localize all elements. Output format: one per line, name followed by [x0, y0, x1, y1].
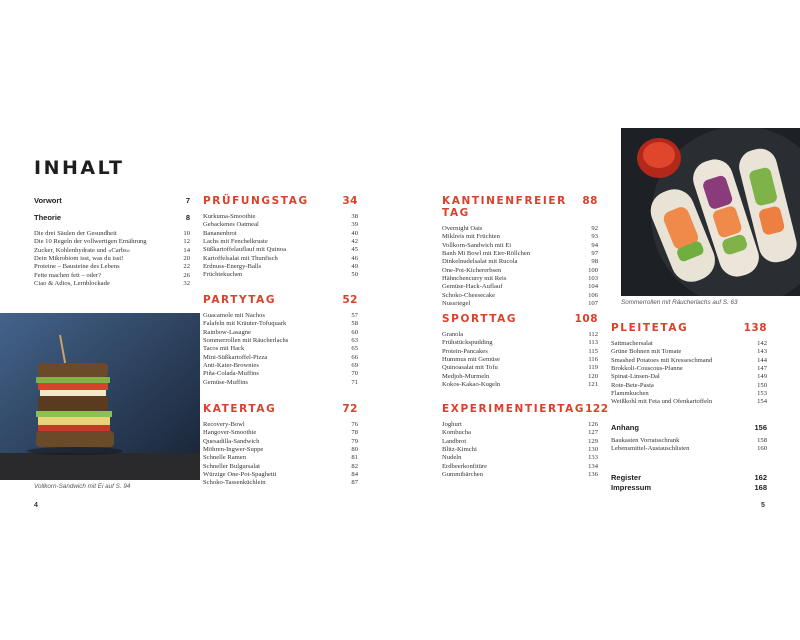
toc-entry[interactable]: [34, 280, 190, 288]
entry-page: 63: [351, 337, 358, 345]
toc-entry[interactable]: [611, 390, 767, 398]
section-page: 34: [342, 195, 358, 207]
entry-label: Weißkohl mit Feta und Ofenkartoffeln: [611, 398, 713, 406]
entry-page: 130: [588, 446, 598, 454]
summer-rolls-photo: [621, 128, 800, 296]
entry-page: 97: [591, 250, 598, 258]
entry-page: 160: [757, 445, 767, 453]
toc-entry[interactable]: [442, 258, 598, 266]
entry-page: 142: [757, 340, 767, 347]
entry-label: Nudeln: [442, 454, 462, 462]
entry-page: 12: [183, 238, 190, 246]
entry-label: Anhang: [611, 423, 639, 432]
toc-entry[interactable]: [203, 479, 358, 487]
entry-page: 50: [351, 271, 358, 279]
entry-label: Joghurt: [442, 421, 462, 428]
toc-entry[interactable]: [203, 329, 358, 337]
section-katertag[interactable]: [203, 403, 358, 488]
entry-page: 22: [183, 263, 190, 271]
entry-page: 38: [351, 213, 358, 220]
entry-label: Hummus mit Gemüse: [442, 356, 500, 364]
toc-entry[interactable]: [203, 238, 358, 246]
toc-entry[interactable]: [203, 454, 358, 462]
entry-label: Schnelle Ramen: [203, 454, 247, 462]
entry-page: 158: [757, 437, 767, 444]
entry-label: Die drei Säulen der Gesundheit: [34, 230, 117, 237]
entry-label: Flammkuchen: [611, 390, 649, 398]
toc-entry[interactable]: [203, 312, 358, 320]
entry-page: 93: [591, 233, 598, 241]
section-pruefungstag[interactable]: [203, 195, 358, 280]
entry-label: Vorwort: [34, 196, 62, 205]
entry-page: 71: [351, 378, 358, 386]
toc-entry[interactable]: [203, 421, 358, 429]
toc-entry[interactable]: [442, 275, 598, 283]
entry-label: Proteine – Bausteine des Lebens: [34, 263, 120, 271]
entry-page: 126: [588, 421, 598, 428]
toc-entry[interactable]: [203, 337, 358, 345]
photo-caption-right: Sommerrollen mit Räucherlachs auf S. 63: [621, 299, 738, 306]
toc-entry[interactable]: [442, 471, 598, 479]
entry-page: 106: [588, 291, 598, 299]
toc-entry[interactable]: [34, 247, 190, 255]
entry-page: 10: [183, 230, 190, 237]
recipe-list: [203, 312, 358, 387]
entry-page: 120: [588, 372, 598, 380]
section-title: PARTYTAG: [203, 294, 277, 306]
toc-entry[interactable]: [611, 373, 767, 381]
entry-page: 65: [351, 345, 358, 353]
toc-entry[interactable]: [442, 283, 598, 291]
entry-label: Protein-Pancakes: [442, 347, 488, 355]
section-heading[interactable]: [442, 403, 609, 415]
section-page: 122: [585, 403, 609, 415]
entry-page: 60: [351, 328, 358, 336]
toc-entry[interactable]: [442, 267, 598, 275]
entry-page: 82: [351, 462, 358, 470]
entry-label: Gemüse-Hack-Auflauf: [442, 283, 503, 291]
toc-entry[interactable]: [442, 438, 598, 446]
toc-entry[interactable]: [203, 246, 358, 254]
entry-page: 100: [588, 266, 598, 274]
entry-label: Quesadilla-Sandwich: [203, 437, 260, 445]
toc-entry[interactable]: [203, 370, 358, 378]
entry-label: Kombucha: [442, 429, 471, 437]
toc-entry[interactable]: [611, 382, 767, 390]
toc-entry[interactable]: [442, 454, 598, 462]
recipe-list: [442, 225, 598, 308]
section-heading[interactable]: [203, 294, 358, 306]
entry-label: Sattmachersalat: [611, 340, 653, 347]
entry-page: 69: [351, 362, 358, 370]
toc-entry[interactable]: [611, 348, 767, 356]
toc-entry[interactable]: [203, 471, 358, 479]
entry-label: Zucker, Kohlenhydrate und «Carbs»: [34, 246, 131, 254]
entry-page: 104: [588, 283, 598, 291]
entry-label: Overnight Oats: [442, 225, 483, 232]
entry-label: Schneller Bulgursalat: [203, 462, 260, 470]
entry-page: 156: [754, 423, 767, 432]
toc-entry-register[interactable]: [611, 473, 767, 482]
toc-entry-vorwort[interactable]: [34, 196, 190, 205]
entry-page: 8: [185, 213, 190, 222]
entry-page: 79: [351, 437, 358, 445]
entry-label: Recovery-Bowl: [203, 421, 245, 428]
entry-label: Smashed Potatoes mit Kresseschmand: [611, 356, 713, 364]
photo-caption-left: Vollkorn-Sandwich mit Ei auf S. 94: [34, 483, 131, 490]
entry-page: 92: [591, 225, 598, 232]
entry-label: Erdbeerkonfitüre: [442, 462, 488, 470]
entry-label: Süßkartoffelauflauf mit Quinoa: [203, 246, 287, 254]
entry-label: Baukasten Vorratsschrank: [611, 437, 680, 444]
entry-page: 81: [351, 454, 358, 462]
toc-entry[interactable]: [442, 225, 598, 233]
entry-page: 129: [588, 437, 598, 445]
section-title: PRÜFUNGSTAG: [203, 195, 309, 207]
entry-label: Lachs mit Fenchelkruste: [203, 238, 268, 246]
entry-page: 14: [183, 246, 190, 254]
entry-page: 143: [757, 348, 767, 356]
entry-label: Nussriegel: [442, 300, 471, 308]
entry-label: Möhren-Ingwer-Suppe: [203, 446, 264, 454]
entry-label: Piña-Colada-Muffins: [203, 370, 259, 378]
section-heading[interactable]: [203, 195, 358, 207]
entry-page: 39: [351, 221, 358, 229]
page-number-left: 4: [34, 502, 38, 509]
entry-page: 46: [351, 254, 358, 262]
entry-label: Rainbow-Lasagne: [203, 328, 251, 336]
entry-page: 84: [351, 471, 358, 479]
entry-label: Früchtekuchen: [203, 271, 243, 279]
toc-entry[interactable]: [442, 356, 598, 364]
entry-page: 45: [351, 246, 358, 254]
toc-entry[interactable]: [442, 364, 598, 372]
anhang-list: [611, 437, 767, 454]
entry-label: Register: [611, 473, 642, 482]
entry-page: 162: [754, 473, 767, 482]
page-title: INHALT: [34, 157, 125, 179]
section-page: 88: [582, 195, 598, 207]
entry-label: Landbrot: [442, 437, 467, 445]
toc-entry[interactable]: [442, 373, 598, 381]
toc-entry[interactable]: [442, 446, 598, 454]
toc-entry[interactable]: [611, 398, 767, 406]
toc-entry[interactable]: [442, 242, 598, 250]
entry-page: 70: [351, 370, 358, 378]
recipe-list: [611, 340, 767, 407]
recipe-list: [203, 421, 358, 488]
toc-entry[interactable]: [34, 255, 190, 263]
toc-entry[interactable]: [34, 238, 190, 246]
entry-label: Kartoffelsalat mit Thunfisch: [203, 254, 278, 262]
entry-label: Rote-Bete-Pasta: [611, 381, 654, 389]
entry-label: Gemüse-Muffins: [203, 378, 248, 386]
toc-entry[interactable]: [442, 381, 598, 389]
toc-entry[interactable]: [203, 271, 358, 279]
toc-entry[interactable]: [203, 213, 358, 221]
entry-page: 136: [588, 471, 598, 479]
entry-page: 7: [185, 196, 190, 205]
theorie-list: [34, 230, 190, 288]
toc-entry[interactable]: [611, 340, 767, 348]
entry-page: 115: [588, 347, 598, 355]
entry-label: Lebensmittel-Austauschlisten: [611, 445, 690, 453]
entry-label: Kurkuma-Smoothie: [203, 213, 256, 220]
section-page: 52: [342, 294, 358, 306]
entry-label: Hangover-Smoothie: [203, 429, 257, 437]
toc-entry[interactable]: [203, 354, 358, 362]
entry-label: Kokos-Kakao-Kugeln: [442, 381, 501, 389]
entry-page: 153: [757, 390, 767, 398]
toc-entry[interactable]: [203, 345, 358, 353]
entry-label: Banh Mi Bowl mit Eier-Röllchen: [442, 250, 531, 258]
toc-entry[interactable]: [442, 339, 598, 347]
entry-label: Brokkoli-Couscous-Pfanne: [611, 365, 683, 373]
entry-page: 98: [591, 258, 598, 266]
section-page: 138: [743, 322, 767, 334]
section-heading[interactable]: [442, 313, 598, 325]
entry-label: Blitz-Kimchi: [442, 446, 477, 454]
entry-page: 150: [757, 381, 767, 389]
entry-page: 107: [588, 300, 598, 308]
toc-entry[interactable]: [442, 331, 598, 339]
entry-label: Spinat-Linsen-Dal: [611, 373, 660, 381]
toc-entry[interactable]: [611, 365, 767, 373]
entry-page: 103: [588, 275, 598, 283]
entry-label: Guacamole mit Nachos: [203, 312, 265, 319]
entry-label: Gebackenes Oatmeal: [203, 221, 259, 229]
toc-entry[interactable]: [442, 348, 598, 356]
entry-page: 57: [351, 312, 358, 319]
section-title: KANTINENFREIER TAG: [442, 195, 567, 219]
entry-label: One-Pot-Kichererbsen: [442, 266, 502, 274]
toc-entry[interactable]: [203, 429, 358, 437]
entry-label: Würzige One-Pot-Spaghetti: [203, 471, 277, 479]
toc-entry[interactable]: [611, 357, 767, 365]
toc-entry[interactable]: [442, 250, 598, 258]
entry-page: 168: [754, 483, 767, 492]
entry-label: Sommerrollen mit Räucherlachs: [203, 337, 289, 345]
toc-entry[interactable]: [203, 263, 358, 271]
toc-entry[interactable]: [203, 230, 358, 238]
section-page: 72: [342, 403, 358, 415]
toc-entry[interactable]: [611, 445, 767, 453]
entry-label: Die 10 Regeln der vollwertigen Ernährung: [34, 238, 147, 246]
toc-entry[interactable]: [442, 233, 598, 241]
recipe-list: [442, 331, 598, 389]
toc-entry[interactable]: [34, 263, 190, 271]
recipe-list: [442, 421, 598, 479]
toc-entry-anhang[interactable]: [611, 423, 767, 432]
entry-page: 94: [591, 241, 598, 249]
entry-label: Grüne Bohnen mit Tomate: [611, 348, 682, 356]
entry-label: Theorie: [34, 213, 62, 222]
entry-page: 121: [588, 381, 598, 389]
entry-label: Schoko-Cheesecake: [442, 291, 496, 299]
section-experimentiertag[interactable]: [442, 403, 609, 479]
entry-label: Miklreis mit Früchten: [442, 233, 500, 241]
entry-page: 40: [351, 229, 358, 237]
entry-label: Dinkelnudelsalat mit Rucola: [442, 258, 518, 266]
section-title: KATERTAG: [203, 403, 277, 415]
entry-label: Tacos mit Hack: [203, 345, 245, 353]
entry-page: 20: [183, 255, 190, 263]
entry-page: 76: [351, 421, 358, 428]
entry-page: 112: [588, 331, 598, 338]
entry-page: 42: [351, 238, 358, 246]
entry-page: 49: [351, 263, 358, 271]
recipe-list: [203, 213, 358, 280]
section-page: 108: [574, 313, 598, 325]
section-heading[interactable]: [611, 322, 767, 334]
entry-label: Impressum: [611, 483, 652, 492]
entry-label: Granola: [442, 331, 464, 338]
section-heading[interactable]: [203, 403, 358, 415]
toc-entry[interactable]: [203, 320, 358, 328]
toc-entry[interactable]: [203, 379, 358, 387]
entry-label: Erdnuss-Energy-Balls: [203, 263, 262, 271]
entry-label: Anti-Kater-Brownies: [203, 362, 259, 370]
toc-entry[interactable]: [203, 255, 358, 263]
section-sporttag[interactable]: [442, 313, 598, 389]
entry-page: 127: [588, 429, 598, 437]
toc-entry[interactable]: [442, 300, 598, 308]
entry-page: 144: [757, 356, 767, 364]
section-title: SPORTTAG: [442, 313, 518, 325]
entry-label: Falafeln mit Kräuter-Tofuquark: [203, 320, 287, 328]
toc-entry[interactable]: [203, 362, 358, 370]
entry-page: 78: [351, 429, 358, 437]
entry-label: Medjoh-Murmeln: [442, 372, 490, 380]
entry-page: 149: [757, 373, 767, 381]
entry-label: Quinoasalat mit Tofu: [442, 364, 498, 372]
entry-page: 113: [588, 339, 598, 347]
toc-entry[interactable]: [203, 446, 358, 454]
entry-page: 119: [588, 364, 598, 372]
entry-page: 32: [183, 280, 190, 288]
entry-label: Schoko-Tassenküchlein: [203, 479, 266, 487]
entry-label: Frühstückspudding: [442, 339, 493, 347]
toc-entry[interactable]: [203, 438, 358, 446]
sandwich-photo: [0, 313, 200, 480]
entry-page: 87: [351, 479, 358, 487]
entry-label: Mini-Süßkartoffel-Pizza: [203, 353, 268, 361]
toc-entry[interactable]: [442, 463, 598, 471]
entry-page: 66: [351, 353, 358, 361]
toc-entry[interactable]: [442, 429, 598, 437]
entry-page: 26: [183, 271, 190, 279]
entry-page: 147: [757, 365, 767, 373]
toc-entry[interactable]: [203, 221, 358, 229]
section-title: PLEITETAG: [611, 322, 689, 334]
entry-page: 133: [588, 454, 598, 462]
entry-page: 154: [757, 398, 767, 406]
toc-entry[interactable]: [442, 292, 598, 300]
toc-entry[interactable]: [442, 421, 598, 429]
entry-page: 80: [351, 446, 358, 454]
entry-label: Vollkorn-Sandwich mit Ei: [442, 241, 512, 249]
toc-entry[interactable]: [34, 272, 190, 280]
section-kantinenfreier-tag[interactable]: [442, 195, 598, 308]
section-partytag[interactable]: [203, 294, 358, 387]
entry-label: Gummibärchen: [442, 471, 484, 479]
toc-entry-impressum[interactable]: [611, 483, 767, 492]
entry-label: Hähnchencurry mit Reis: [442, 275, 507, 283]
entry-label: Bananenbrot: [203, 229, 237, 237]
entry-label: Ciao & Adios, Lernblockade: [34, 280, 110, 288]
entry-page: 134: [588, 462, 598, 470]
toc-entry[interactable]: [611, 437, 767, 445]
section-heading[interactable]: [442, 195, 598, 219]
toc-entry[interactable]: [34, 230, 190, 238]
section-title: EXPERIMENTIERTAG: [442, 403, 586, 415]
entry-label: Dein Mikrobiom isst, was du isst!: [34, 255, 124, 263]
entry-label: Fette machen fett – oder?: [34, 271, 102, 279]
entry-page: 116: [588, 356, 598, 364]
toc-entry-theorie[interactable]: [34, 213, 190, 222]
toc-entry[interactable]: [203, 463, 358, 471]
entry-page: 58: [351, 320, 358, 328]
section-pleitetag[interactable]: [611, 322, 767, 407]
page-number-right: 5: [761, 502, 765, 509]
